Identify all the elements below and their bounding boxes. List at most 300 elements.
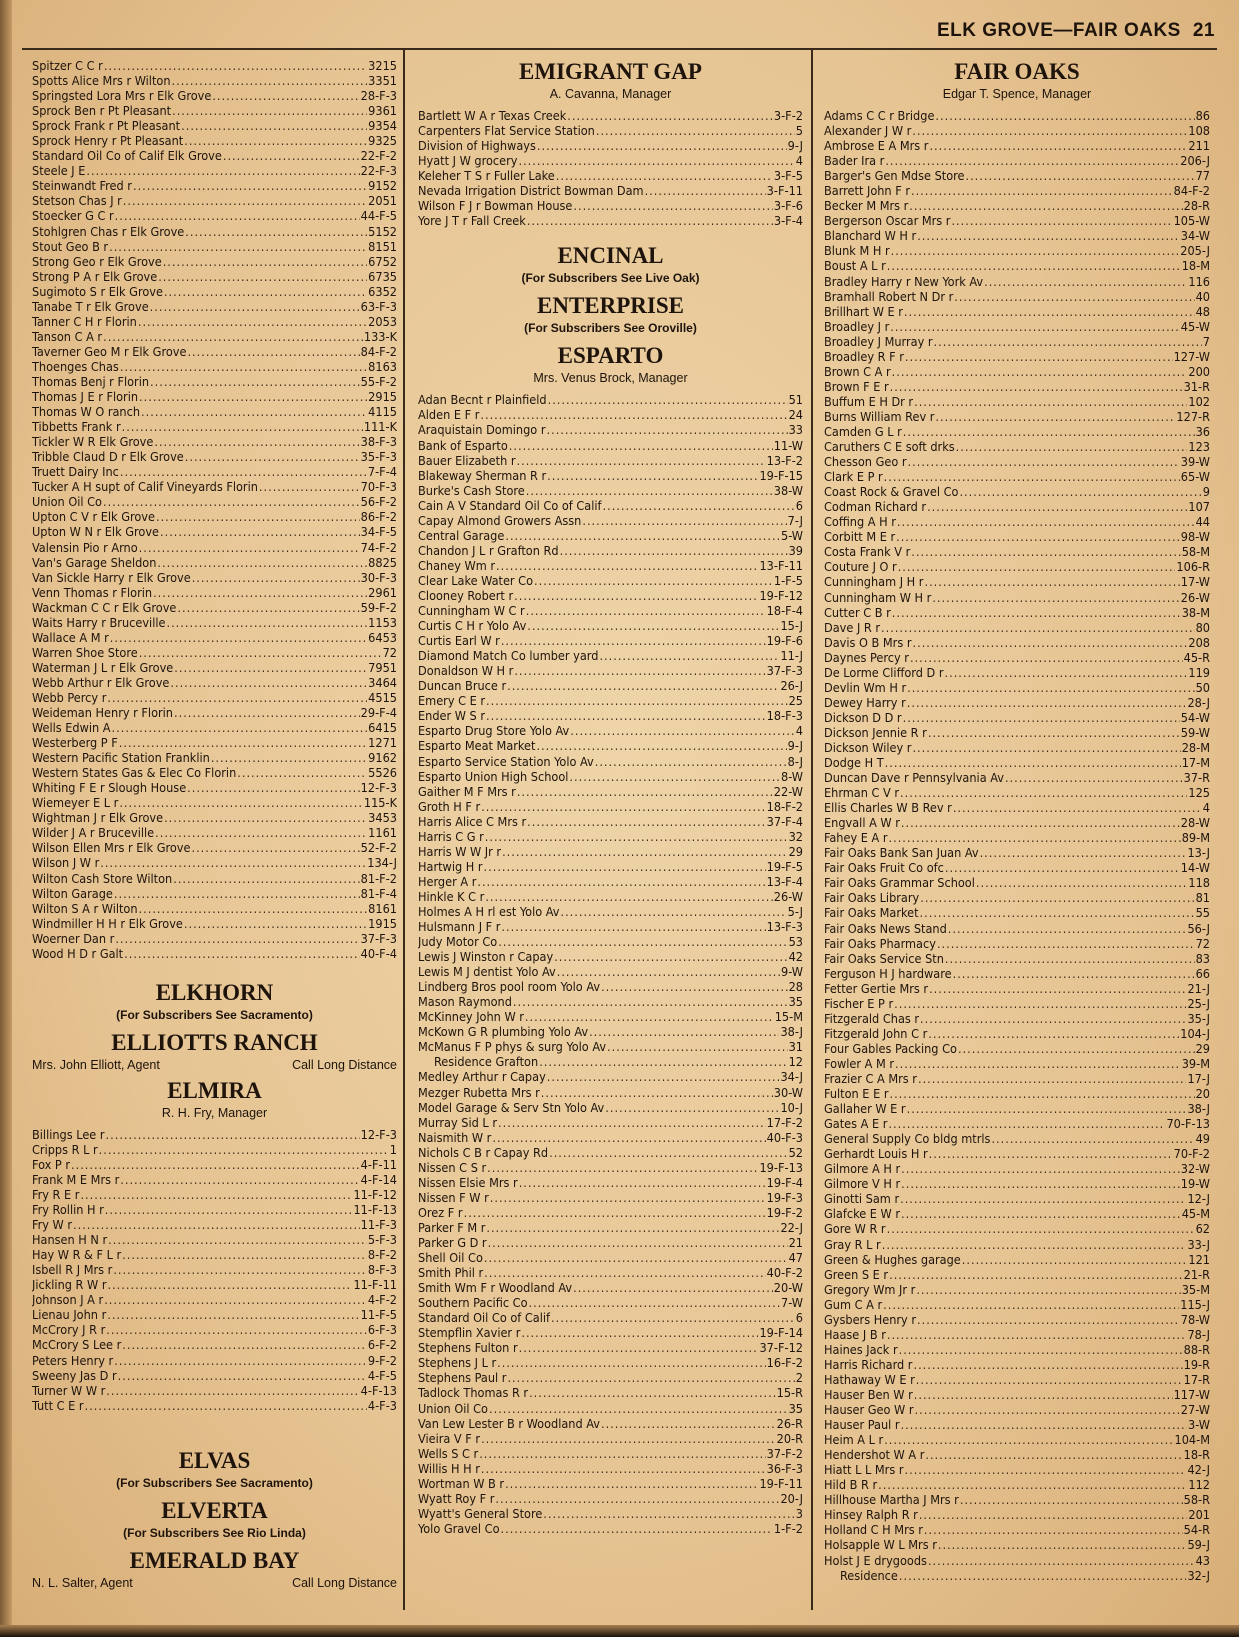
listing-entry — [418, 183, 803, 198]
listing-number: 34-F-5 — [360, 524, 397, 540]
dot-leader — [505, 528, 780, 543]
listing-number: 35 — [788, 1400, 803, 1416]
listing-name: Cripps R L r — [32, 1141, 98, 1157]
listing-number: 28-J — [1187, 694, 1210, 710]
dot-leader — [517, 453, 766, 468]
listing-name: Wackman C C r Elk Grove — [32, 599, 177, 615]
listing-name: Johnson J A r — [32, 1292, 104, 1308]
listing-number: 37-R — [1183, 770, 1210, 786]
dot-leader — [481, 799, 765, 814]
listing-number: 15-M — [774, 1009, 803, 1025]
dot-leader — [174, 660, 367, 675]
listing-entry — [418, 708, 803, 723]
dot-leader — [889, 1086, 1194, 1101]
dot-leader — [124, 946, 360, 961]
column-2 — [418, 58, 803, 1536]
listing-entry — [824, 454, 1210, 469]
dot-leader — [573, 198, 772, 213]
column-1 — [32, 58, 397, 1595]
listing-entry — [418, 633, 803, 648]
listing-number: 50 — [1195, 679, 1210, 695]
page-left-edge-shadow — [0, 0, 12, 1637]
listing-number: 16-F-2 — [766, 1355, 803, 1371]
listing-sub-entry — [824, 1568, 1210, 1583]
emerald-bay-call: Call Long Distance — [292, 1575, 397, 1590]
listing-entry — [32, 735, 397, 750]
listing-entry — [418, 769, 803, 784]
fair-oaks-heading: FAIR OAKS — [954, 59, 1080, 84]
listing-entry — [824, 875, 1210, 890]
dot-leader — [601, 1416, 776, 1431]
listing-name: Thomas W O ranch — [32, 404, 141, 420]
listing-number: 89-M — [1181, 830, 1210, 846]
dot-leader — [173, 871, 359, 886]
listing-number: 19-W — [1180, 1176, 1210, 1192]
listing-entry — [824, 364, 1210, 379]
listing-name: Coffing A H r — [824, 514, 896, 530]
listing-entry — [824, 650, 1210, 665]
dot-leader — [928, 1026, 1179, 1041]
dot-leader — [481, 1431, 776, 1446]
listing-name: Haines Jack r — [824, 1341, 898, 1357]
dot-leader — [502, 844, 788, 859]
listing-entry — [824, 274, 1210, 289]
listing-number: 84-F-2 — [360, 343, 397, 359]
listing-entry — [824, 349, 1210, 364]
listing-number: 19-F-15 — [759, 467, 803, 483]
listing-number: 9162 — [368, 750, 397, 766]
listing-name: Burns William Rev r — [824, 408, 935, 424]
dot-leader — [951, 213, 1172, 228]
listing-name: Upton C V r Elk Grove — [32, 509, 155, 525]
elmira-manager: R. H. Fry, Manager — [161, 1105, 268, 1120]
listing-number: 3-F-4 — [773, 213, 803, 229]
listing-name: Wilton Garage — [32, 885, 113, 901]
dot-leader — [150, 299, 360, 314]
dot-leader — [106, 1127, 360, 1142]
listing-number: 8-W — [781, 768, 803, 784]
dot-leader — [485, 829, 788, 844]
dot-leader — [479, 1446, 765, 1461]
dot-leader — [106, 1383, 359, 1398]
dot-leader — [155, 825, 367, 840]
listing-name: Van Sickle Harry r Elk Grove — [32, 569, 191, 585]
dot-leader — [603, 498, 795, 513]
listing-name: Esparto Union High School — [418, 768, 569, 784]
listing-number: 38-J — [1187, 1101, 1210, 1117]
listing-entry — [32, 705, 397, 720]
listing-name: Bauer Elizabeth r — [418, 452, 516, 468]
listing-number: 8825 — [368, 554, 397, 570]
listing-number: 206-J — [1180, 153, 1210, 169]
listing-entry — [418, 1145, 803, 1160]
listing-entry — [418, 603, 803, 618]
dot-leader — [959, 484, 1201, 499]
listing-number: 20 — [1195, 1086, 1210, 1102]
listing-number: 72 — [1195, 935, 1210, 951]
dot-leader — [259, 479, 360, 494]
listing-number: 31 — [788, 1039, 803, 1055]
listing-entry — [32, 1202, 397, 1217]
listing-number: 4515 — [368, 689, 397, 705]
dot-leader — [549, 1145, 787, 1160]
header-rule — [22, 48, 1217, 50]
listing-number: 3-F-6 — [773, 198, 803, 214]
listing-name: Nissen C S r — [418, 1159, 487, 1175]
dot-leader — [106, 1322, 367, 1337]
listing-name: Clear Lake Water Co — [418, 572, 534, 588]
dot-leader — [919, 1507, 1188, 1522]
listing-number: 18-R — [1183, 1447, 1210, 1463]
listing-entry — [32, 73, 397, 88]
dot-leader — [166, 615, 367, 630]
listing-name: McCrory S Lee r — [32, 1337, 122, 1353]
dot-leader — [514, 663, 765, 678]
listing-name: Blanchard W H r — [824, 228, 917, 244]
listing-entry — [418, 859, 803, 874]
listing-number: 38-F-3 — [360, 434, 397, 450]
listing-name: Vieira V F r — [418, 1430, 481, 1446]
dot-leader — [537, 138, 787, 153]
dot-leader — [109, 239, 367, 254]
listing-entry — [32, 1398, 397, 1413]
dot-leader — [529, 1295, 780, 1310]
listing-entry — [824, 1101, 1210, 1116]
listing-number: 78-W — [1180, 1311, 1210, 1327]
listing-number: 21-R — [1183, 1266, 1210, 1282]
dot-leader — [525, 1009, 774, 1024]
listing-entry — [32, 1157, 397, 1172]
listing-name: Webb Arthur r Elk Grove — [32, 674, 170, 690]
listing-entry — [824, 424, 1210, 439]
listing-name: Residence — [840, 1567, 898, 1583]
dot-leader — [920, 905, 1195, 920]
listing-entry — [32, 269, 397, 284]
dot-leader — [958, 1041, 1195, 1056]
dot-leader — [605, 1100, 779, 1115]
listing-number: 81-F-2 — [360, 870, 397, 886]
listing-entry — [824, 755, 1210, 770]
listing-name: Keleher T S r Fuller Lake — [418, 168, 555, 184]
dot-leader — [481, 1461, 766, 1476]
listing-name: Fair Oaks Grammar School — [824, 875, 975, 891]
listing-number: 4-F-2 — [367, 1292, 397, 1308]
listing-number: 11-F-3 — [360, 1217, 397, 1233]
listing-number: 31-R — [1183, 378, 1210, 394]
listing-number: 37-F-3 — [360, 930, 397, 946]
listing-entry — [418, 483, 803, 498]
listing-entry — [824, 710, 1210, 725]
listing-number: 6735 — [368, 268, 397, 284]
listing-entry — [32, 840, 397, 855]
listing-name: Westerberg P F — [32, 735, 118, 751]
dot-leader — [953, 800, 1202, 815]
listing-number: 36 — [1195, 423, 1210, 439]
listing-number: 1161 — [368, 825, 397, 841]
dot-leader — [507, 1370, 794, 1385]
listing-number: 19-F-3 — [766, 1189, 803, 1205]
listing-number: 9 — [1202, 484, 1210, 500]
listing-number: 1153 — [368, 614, 397, 630]
listing-name: Nissen F W r — [418, 1189, 489, 1205]
dot-leader — [595, 754, 787, 769]
listing-number: 22-W — [773, 783, 803, 799]
listing-name: Tucker A H supt of Calif Vineyards Florin — [32, 479, 258, 495]
listing-name: Adan Becnt r Plainfield — [418, 392, 547, 408]
listing-number: 63-F-3 — [360, 298, 397, 314]
listing-entry — [824, 845, 1210, 860]
listing-entry — [824, 680, 1210, 695]
listing-entry — [32, 58, 397, 73]
listing-number: 37-F-12 — [759, 1340, 803, 1356]
dot-leader — [541, 1085, 773, 1100]
listing-number: 37-F-2 — [766, 1445, 803, 1461]
dot-leader — [945, 860, 1180, 875]
listing-number: 134-J — [367, 855, 397, 871]
listing-name: Holmes A H rl est Yolo Av — [418, 903, 560, 919]
listing-entry — [32, 344, 397, 359]
listing-name: Barrett John F r — [824, 183, 910, 199]
dot-leader — [885, 755, 1181, 770]
listing-entry — [418, 1431, 803, 1446]
dot-leader — [599, 648, 779, 663]
listing-number: 39-W — [1180, 454, 1210, 470]
listing-number: 17-R — [1183, 1371, 1210, 1387]
listing-name: Judy Motor Co — [418, 934, 498, 950]
listing-entry — [824, 785, 1210, 800]
listing-entry — [32, 224, 397, 239]
dot-leader — [157, 555, 367, 570]
listing-number: 17-M — [1181, 755, 1210, 771]
listing-entry — [32, 1247, 397, 1262]
listing-number: 3-W — [1188, 1417, 1210, 1433]
listing-name: Mason Raymond — [418, 994, 512, 1010]
listing-name: Orez F r — [418, 1204, 463, 1220]
dot-leader — [191, 840, 359, 855]
dot-leader — [519, 1340, 759, 1355]
dot-leader — [916, 1282, 1180, 1297]
listing-name: Wightman J r Elk Grove — [32, 810, 164, 826]
listing-number: 11-F-11 — [353, 1277, 397, 1293]
listing-entry — [32, 118, 397, 133]
dot-leader — [184, 133, 367, 148]
listing-name: Engvall A W r — [824, 815, 900, 831]
listing-entry — [824, 1417, 1210, 1432]
listing-name: Hinkle K C r — [418, 888, 485, 904]
listing-entry — [824, 1447, 1210, 1462]
listing-name: Waits Harry r Bruceville — [32, 614, 166, 630]
listing-entry — [32, 916, 397, 931]
listing-name: Hiatt L L Mrs r — [824, 1462, 904, 1478]
listing-name: Tutt C E r — [32, 1397, 84, 1413]
listing-number: 55 — [1195, 905, 1210, 921]
dot-leader — [917, 228, 1180, 243]
elkhorn-heading: ELKHORN — [155, 979, 274, 1005]
listing-name: Frazier C A Mrs r — [824, 1071, 917, 1086]
dot-leader — [114, 886, 360, 901]
listing-number: 127-R — [1176, 408, 1210, 424]
listing-name: Fowler A M r — [824, 1055, 895, 1071]
listing-name: Gum C A r — [824, 1296, 883, 1312]
dot-leader — [557, 964, 780, 979]
listing-entry — [32, 434, 397, 449]
listing-name: Hulsmann J F r — [418, 919, 501, 935]
dot-leader — [927, 499, 1187, 514]
dot-leader — [185, 449, 360, 464]
listing-number: 35-J — [1187, 1010, 1210, 1026]
listing-number: 10-J — [780, 1099, 803, 1115]
listing-number: 33 — [788, 422, 803, 438]
listing-number: 6-F-3 — [367, 1322, 397, 1338]
listing-name: Four Gables Packing Co — [824, 1040, 957, 1056]
listing-name: Gallaher W E r — [824, 1101, 906, 1117]
listing-number: 54-W — [1180, 709, 1210, 725]
listing-number: 5-J — [787, 903, 803, 919]
listing-entry — [32, 193, 397, 208]
dot-leader — [505, 1476, 758, 1491]
listing-entry — [32, 600, 397, 615]
dot-leader — [100, 855, 366, 870]
elverta-heading: ELVERTA — [161, 1497, 268, 1523]
listing-name: Sugimoto S r Elk Grove — [32, 283, 163, 299]
listing-entry — [824, 815, 1210, 830]
listing-entry — [824, 695, 1210, 710]
listing-name: Fetter Gertie Mrs r — [824, 980, 929, 996]
listing-entry — [824, 289, 1210, 304]
listing-number: 19-F-5 — [766, 858, 803, 874]
listing-entry — [824, 514, 1210, 529]
listing-number: 21-J — [1187, 980, 1210, 996]
listing-name: Gates A E r — [824, 1116, 888, 1132]
listing-entry — [824, 138, 1210, 153]
dot-leader — [104, 1292, 367, 1307]
dot-leader — [501, 633, 766, 648]
listing-name: Fitzgerald Chas r — [824, 1010, 920, 1026]
dot-leader — [174, 705, 360, 720]
listing-entry — [32, 479, 397, 494]
listing-entry — [824, 1041, 1210, 1056]
listing-entry — [824, 484, 1210, 499]
listing-entry — [824, 1221, 1210, 1236]
emerald-bay-agent: N. L. Salter, Agent — [32, 1575, 133, 1590]
listing-entry — [32, 931, 397, 946]
listing-number: 205-J — [1180, 243, 1210, 259]
listing-name: Sprock Henry r Pt Pleasant — [32, 133, 184, 149]
listing-name: Weideman Henry r Florin — [32, 705, 173, 721]
dot-leader — [901, 815, 1180, 830]
listing-entry — [824, 183, 1210, 198]
listing-entry — [32, 645, 397, 660]
dot-leader — [905, 349, 1173, 364]
listing-name: Dickson D D r — [824, 709, 902, 725]
listing-name: Hauser Ben W r — [824, 1386, 913, 1402]
listing-entry — [32, 299, 397, 314]
dot-leader — [177, 600, 359, 615]
dot-leader — [889, 1267, 1183, 1282]
listing-number: 27-W — [1180, 1402, 1210, 1418]
listing-entry — [32, 148, 397, 163]
dot-leader — [509, 438, 773, 453]
dot-leader — [965, 168, 1194, 183]
listing-name: Wiemeyer E L r — [32, 795, 119, 811]
listing-name: Harris W W Jr r — [418, 843, 502, 859]
enterprise-note: (For Subscribers See Oroville) — [524, 321, 697, 336]
listing-name: Cunningham W C r — [418, 603, 525, 619]
listing-name: Duncan Dave r Pennsylvania Av — [824, 770, 1004, 786]
listing-entry — [32, 1292, 397, 1307]
listing-name: Fischer E P r — [824, 995, 894, 1011]
listing-entry — [32, 585, 397, 600]
listing-name: Whiting F E r Slough House — [32, 780, 187, 796]
listing-number: 84-F-2 — [1173, 183, 1210, 199]
listing-entry — [418, 1160, 803, 1175]
dot-leader — [960, 1492, 1183, 1507]
dot-leader — [918, 1071, 1186, 1086]
dot-leader — [498, 1115, 766, 1130]
listing-number: 14-W — [1180, 860, 1210, 876]
listing-number: 19-F-13 — [759, 1159, 803, 1175]
dot-leader — [486, 708, 766, 723]
listing-sub-entry — [418, 1054, 803, 1069]
listing-entry — [32, 1368, 397, 1383]
listing-entry — [824, 499, 1210, 514]
listing-number: 18-F-3 — [766, 708, 803, 724]
listing-entry — [32, 208, 397, 223]
listing-number: 38-W — [773, 482, 803, 498]
listing-number: 56-F-2 — [360, 494, 397, 510]
dot-leader — [912, 740, 1180, 755]
dot-leader — [962, 1252, 1188, 1267]
dot-leader — [891, 243, 1180, 258]
listing-number: 2 — [795, 1370, 803, 1386]
listing-name: Wilson Ellen Mrs r Elk Grove — [32, 840, 191, 856]
listing-entry — [418, 198, 803, 213]
dot-leader — [529, 1385, 776, 1400]
listing-entry — [418, 1295, 803, 1310]
listing-name: Duncan Bruce r — [418, 678, 507, 694]
listing-number: 9-J — [787, 138, 803, 154]
listing-entry — [824, 620, 1210, 635]
dot-leader — [547, 422, 788, 437]
listing-name: Hay W R & F L r — [32, 1247, 122, 1263]
listing-entry — [32, 163, 397, 178]
listing-number: 80 — [1195, 619, 1210, 635]
listing-number: 40-F-4 — [360, 945, 397, 961]
listing-entry — [418, 108, 803, 123]
listing-number: 59-J — [1187, 1537, 1210, 1553]
listing-name: Clooney Robert r — [418, 587, 514, 603]
listing-entry — [418, 1009, 803, 1024]
listing-name: Diamond Match Co lumber yard — [418, 648, 599, 664]
listing-name: Tibbetts Frank r — [32, 419, 121, 435]
listing-number: 37-F-3 — [766, 663, 803, 679]
dot-leader — [489, 1401, 788, 1416]
listing-number: 30-W — [773, 1084, 803, 1100]
listing-name: Broadley R F r — [824, 348, 904, 364]
listing-entry — [418, 693, 803, 708]
listing-name: Green & Hughes garage — [824, 1251, 961, 1267]
dot-leader — [123, 193, 367, 208]
dot-leader — [543, 1506, 794, 1521]
listing-entry — [824, 1056, 1210, 1071]
listing-name: Fahey E A r — [824, 830, 888, 846]
dot-leader — [935, 409, 1175, 424]
listing-entry — [418, 979, 803, 994]
listing-entry — [32, 1217, 397, 1232]
listing-number: 9-F-2 — [367, 1352, 397, 1368]
listing-number: 4-F-5 — [367, 1367, 397, 1383]
listing-number: 39 — [788, 542, 803, 558]
